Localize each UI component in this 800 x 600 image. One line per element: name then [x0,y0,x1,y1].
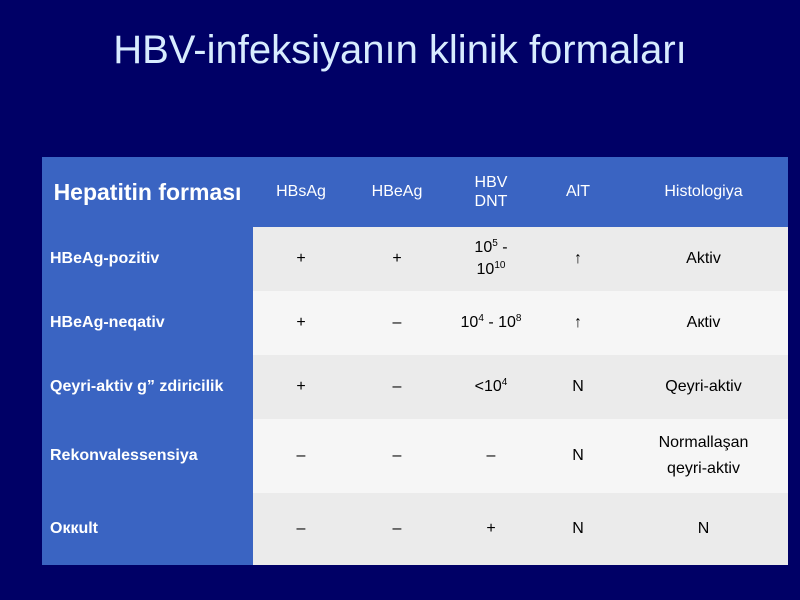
row-label: HBeAg-neqativ [42,291,253,355]
hbeag-value: – [349,493,445,565]
hbsag-value: + [253,227,349,291]
row-label: Oккult [42,493,253,565]
hbv-dnt-value: $10^5$ - $10^{10}$ [445,227,537,291]
hbv-dnt-value: + [445,493,537,565]
histology-value: Normallaşan qeyri-aktiv [619,419,788,493]
histology-value: N [619,493,788,565]
header-alt: AlT [537,157,619,227]
hbv-dnt-value: $<10^4$ [445,355,537,419]
slide-title: HBV-infeksiyanın klinik formaları [113,28,687,72]
row-label: Rekonvalessensiya [42,419,253,493]
table-row [42,419,788,493]
alt-value: N [537,355,619,419]
hbsag-value: + [253,291,349,355]
hbeag-value: – [349,355,445,419]
hbsag-value: – [253,419,349,493]
hbsag-value: + [253,355,349,419]
header-hbeag: HBeAg [349,157,445,227]
alt-value: N [537,419,619,493]
hbv-dnt-value: – [445,419,537,493]
hbsag-value: – [253,493,349,565]
header-hbsag: HBsAg [253,157,349,227]
hbeag-value: + [349,227,445,291]
alt-value: ↑ [537,227,619,291]
row-label: Qeyri-aktiv g” zdiricilik [42,355,253,419]
hbeag-value: – [349,419,445,493]
row-label: HBeAg-pozitiv [42,227,253,291]
header-hbv-dnt: HBV DNT [445,157,537,227]
header-form: Hepatitin forması [42,157,253,227]
header-histology: Histologiya [619,157,788,227]
hbv-forms-table [42,157,788,565]
alt-value: N [537,493,619,565]
histology-value: Aktiv [619,227,788,291]
hbeag-value: – [349,291,445,355]
table-row [42,291,788,355]
hbv-dnt-value: $10^4 - 10^8$ [445,291,537,355]
table-row [42,493,788,565]
histology-value: Qeyri-aktiv [619,355,788,419]
table-row [42,355,788,419]
table-row [42,227,788,291]
alt-value: ↑ [537,291,619,355]
histology-value: Aкtiv [619,291,788,355]
